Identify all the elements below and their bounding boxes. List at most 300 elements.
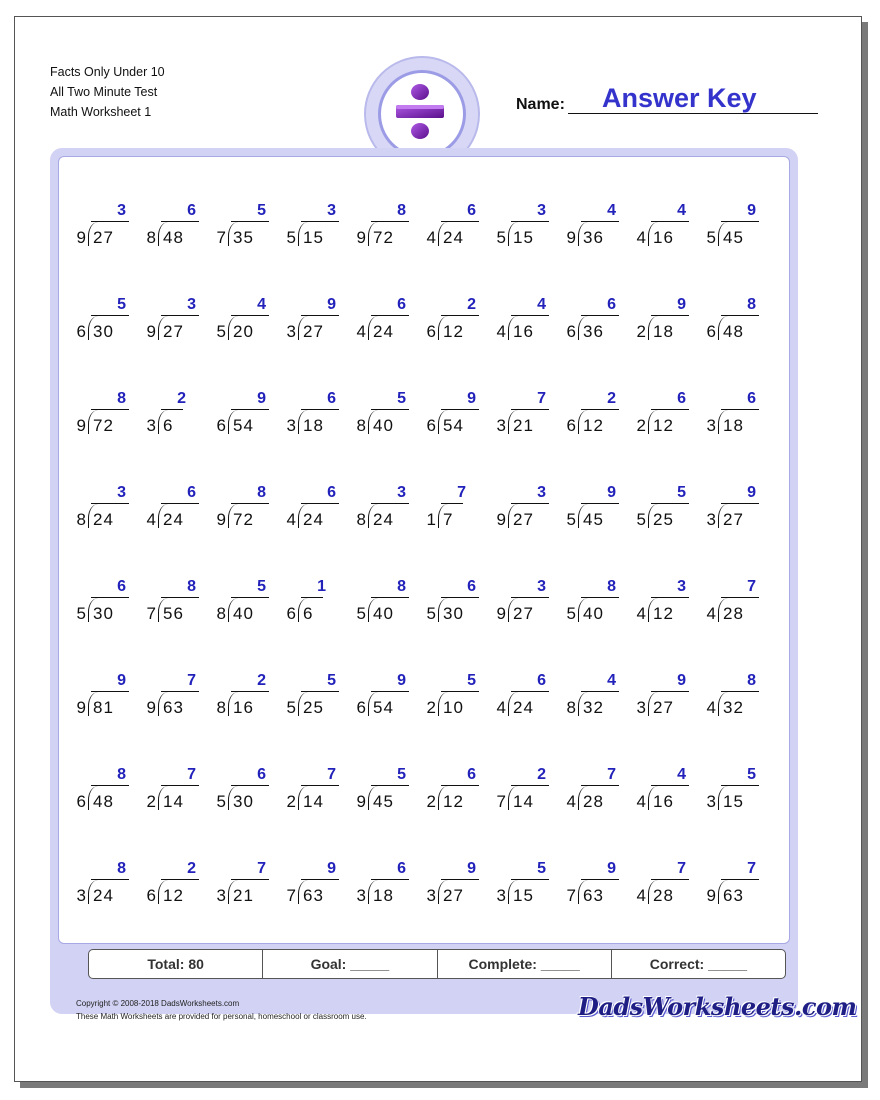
problem-row <box>72 578 772 672</box>
division-problem <box>422 578 492 638</box>
dividend: 6 <box>163 416 174 435</box>
divisor: 9 <box>356 792 366 811</box>
division-problem <box>492 296 562 356</box>
quotient-answer: 4 <box>257 296 266 313</box>
dividend: 54 <box>373 698 394 717</box>
division-sign-icon <box>378 70 466 158</box>
divisor: 4 <box>706 698 716 717</box>
division-problem <box>282 390 352 450</box>
dividend: 63 <box>583 886 604 905</box>
division-problem <box>562 484 632 544</box>
quotient-answer: 9 <box>747 484 756 501</box>
dividend: 28 <box>723 604 744 623</box>
divisor: 1 <box>426 510 436 529</box>
division-problem <box>702 860 772 920</box>
division-problem <box>282 296 352 356</box>
divisor: 6 <box>356 698 366 717</box>
quotient-answer: 9 <box>747 202 756 219</box>
division-problem <box>632 484 702 544</box>
dividend: 36 <box>583 228 604 247</box>
divisor: 6 <box>426 322 436 341</box>
quotient-answer: 5 <box>397 390 406 407</box>
quotient-answer: 9 <box>327 296 336 313</box>
score-bar <box>88 949 786 979</box>
quotient-answer: 4 <box>607 202 616 219</box>
dividend: 18 <box>723 416 744 435</box>
dividend: 15 <box>723 792 744 811</box>
dividend: 12 <box>443 322 464 341</box>
division-problem <box>422 202 492 262</box>
divisor: 9 <box>216 510 226 529</box>
divisor: 8 <box>356 416 366 435</box>
dividend: 27 <box>513 604 534 623</box>
quotient-answer: 3 <box>537 484 546 501</box>
quotient-answer: 6 <box>327 390 336 407</box>
quotient-answer: 9 <box>677 296 686 313</box>
divisor: 5 <box>356 604 366 623</box>
divisor: 4 <box>496 698 506 717</box>
dividend: 63 <box>723 886 744 905</box>
dividend: 72 <box>93 416 114 435</box>
dividend: 24 <box>93 886 114 905</box>
divisor: 3 <box>706 792 716 811</box>
dividend: 63 <box>163 698 184 717</box>
divisor: 3 <box>286 416 296 435</box>
division-problem <box>702 578 772 638</box>
quotient-answer: 6 <box>677 390 686 407</box>
dividend: 24 <box>93 510 114 529</box>
division-problem <box>72 296 142 356</box>
dividend: 12 <box>583 416 604 435</box>
divisor: 8 <box>146 228 156 247</box>
division-problem <box>352 484 422 544</box>
dividend: 16 <box>233 698 254 717</box>
quotient-answer: 4 <box>607 672 616 689</box>
problem-row <box>72 766 772 860</box>
quotient-answer: 4 <box>537 296 546 313</box>
division-problem <box>422 296 492 356</box>
quotient-answer: 7 <box>747 578 756 595</box>
division-problem <box>352 296 422 356</box>
dividend: 56 <box>163 604 184 623</box>
quotient-answer: 5 <box>117 296 126 313</box>
divisor: 5 <box>286 698 296 717</box>
divisor: 9 <box>76 228 86 247</box>
quotient-answer: 3 <box>117 484 126 501</box>
divisor: 4 <box>566 792 576 811</box>
division-problem <box>142 860 212 920</box>
quotient-answer: 5 <box>397 766 406 783</box>
dividend: 15 <box>513 228 534 247</box>
dividend: 48 <box>93 792 114 811</box>
quotient-answer: 7 <box>457 484 466 501</box>
division-problem <box>72 672 142 732</box>
divisor: 6 <box>566 416 576 435</box>
dividend: 30 <box>93 604 114 623</box>
divisor: 2 <box>636 416 646 435</box>
divisor: 6 <box>566 322 576 341</box>
division-problem <box>72 202 142 262</box>
divisor: 9 <box>76 698 86 717</box>
divisor: 3 <box>706 510 716 529</box>
division-problem <box>702 390 772 450</box>
dividend: 24 <box>303 510 324 529</box>
quotient-answer: 8 <box>117 860 126 877</box>
divisor: 4 <box>636 886 646 905</box>
division-problem <box>562 672 632 732</box>
dividend: 15 <box>513 886 534 905</box>
quotient-answer: 9 <box>677 672 686 689</box>
quotient-answer: 7 <box>257 860 266 877</box>
dividend: 24 <box>373 510 394 529</box>
dadsworksheets-logo: DadsWorksheets.com <box>578 992 857 1021</box>
division-problem <box>72 578 142 638</box>
dividend: 24 <box>373 322 394 341</box>
divisor: 3 <box>286 322 296 341</box>
division-problem <box>142 484 212 544</box>
division-problem <box>352 202 422 262</box>
quotient-answer: 2 <box>177 390 186 407</box>
dividend: 7 <box>443 510 454 529</box>
quotient-answer: 6 <box>397 860 406 877</box>
quotient-answer: 8 <box>747 672 756 689</box>
dividend: 32 <box>723 698 744 717</box>
dividend: 40 <box>373 416 394 435</box>
dividend: 27 <box>93 228 114 247</box>
quotient-answer: 5 <box>677 484 686 501</box>
problem-grid <box>72 202 772 954</box>
dividend: 25 <box>303 698 324 717</box>
division-problem <box>632 390 702 450</box>
quotient-answer: 9 <box>467 860 476 877</box>
division-problem <box>492 578 562 638</box>
quotient-answer: 9 <box>257 390 266 407</box>
quotient-answer: 2 <box>607 390 616 407</box>
divisor: 8 <box>216 698 226 717</box>
worksheet-info <box>50 62 165 122</box>
division-problem <box>632 672 702 732</box>
division-problem <box>562 390 632 450</box>
divisor: 7 <box>566 886 576 905</box>
division-problem <box>212 578 282 638</box>
divisor: 9 <box>356 228 366 247</box>
dividend: 45 <box>583 510 604 529</box>
quotient-answer: 5 <box>467 672 476 689</box>
division-problem <box>212 296 282 356</box>
dividend: 72 <box>233 510 254 529</box>
quotient-answer: 9 <box>117 672 126 689</box>
dividend: 16 <box>653 792 674 811</box>
dividend: 72 <box>373 228 394 247</box>
divisor: 6 <box>76 792 86 811</box>
quotient-answer: 3 <box>187 296 196 313</box>
division-problem <box>492 860 562 920</box>
divisor: 7 <box>216 228 226 247</box>
division-problem <box>282 484 352 544</box>
dividend: 81 <box>93 698 114 717</box>
dividend: 18 <box>303 416 324 435</box>
division-problem <box>212 672 282 732</box>
dividend: 28 <box>653 886 674 905</box>
division-problem <box>142 296 212 356</box>
quotient-answer: 7 <box>747 860 756 877</box>
dividend: 12 <box>163 886 184 905</box>
quotient-answer: 8 <box>397 578 406 595</box>
quotient-answer: 9 <box>397 672 406 689</box>
divisor: 6 <box>146 886 156 905</box>
quotient-answer: 9 <box>467 390 476 407</box>
quotient-answer: 3 <box>537 202 546 219</box>
problem-row <box>72 296 772 390</box>
quotient-answer: 6 <box>187 484 196 501</box>
dividend: 24 <box>443 228 464 247</box>
dividend: 21 <box>233 886 254 905</box>
divisor: 9 <box>566 228 576 247</box>
division-problem <box>632 766 702 826</box>
dividend: 36 <box>583 322 604 341</box>
division-problem <box>562 202 632 262</box>
divisor: 6 <box>706 322 716 341</box>
division-problem <box>492 390 562 450</box>
quotient-answer: 7 <box>677 860 686 877</box>
divisor: 2 <box>146 792 156 811</box>
quotient-answer: 8 <box>117 390 126 407</box>
divisor: 5 <box>496 228 506 247</box>
division-problem <box>212 390 282 450</box>
divisor: 2 <box>636 322 646 341</box>
division-problem <box>632 578 702 638</box>
divisor: 4 <box>636 228 646 247</box>
quotient-answer: 7 <box>537 390 546 407</box>
division-problem <box>72 860 142 920</box>
copyright <box>76 997 367 1023</box>
divisor: 8 <box>356 510 366 529</box>
divisor: 5 <box>566 510 576 529</box>
quotient-answer: 3 <box>327 202 336 219</box>
dividend: 18 <box>373 886 394 905</box>
quotient-answer: 3 <box>397 484 406 501</box>
dividend: 27 <box>303 322 324 341</box>
dividend: 30 <box>443 604 464 623</box>
quotient-answer: 5 <box>537 860 546 877</box>
quotient-answer: 2 <box>467 296 476 313</box>
divisor: 3 <box>76 886 86 905</box>
quotient-answer: 6 <box>467 578 476 595</box>
division-problem <box>422 766 492 826</box>
answer-key-text: Answer Key <box>602 83 757 113</box>
divisor: 4 <box>706 604 716 623</box>
dividend: 14 <box>513 792 534 811</box>
divisor: 5 <box>286 228 296 247</box>
divisor: 5 <box>566 604 576 623</box>
divisor: 4 <box>146 510 156 529</box>
divisor: 6 <box>216 416 226 435</box>
division-problem <box>352 672 422 732</box>
dividend: 6 <box>303 604 314 623</box>
divisor: 2 <box>286 792 296 811</box>
division-problem <box>492 672 562 732</box>
dividend: 32 <box>583 698 604 717</box>
divisor: 9 <box>146 322 156 341</box>
quotient-answer: 6 <box>467 766 476 783</box>
divisor: 5 <box>76 604 86 623</box>
problem-row <box>72 202 772 296</box>
division-problem <box>562 860 632 920</box>
quotient-answer: 5 <box>257 578 266 595</box>
quotient-answer: 6 <box>397 296 406 313</box>
quotient-answer: 2 <box>187 860 196 877</box>
division-problem <box>142 202 212 262</box>
quotient-answer: 4 <box>677 202 686 219</box>
dividend: 25 <box>653 510 674 529</box>
dividend: 14 <box>303 792 324 811</box>
complete-box: Complete: _____ <box>438 950 612 978</box>
division-problem <box>422 672 492 732</box>
divisor: 6 <box>286 604 296 623</box>
dividend: 54 <box>233 416 254 435</box>
divisor: 3 <box>496 416 506 435</box>
division-problem <box>492 766 562 826</box>
divisor: 3 <box>216 886 226 905</box>
divisor: 7 <box>496 792 506 811</box>
division-problem <box>702 484 772 544</box>
quotient-answer: 9 <box>607 484 616 501</box>
dividend: 40 <box>233 604 254 623</box>
divisor: 3 <box>426 886 436 905</box>
quotient-answer: 6 <box>607 296 616 313</box>
division-problem <box>212 860 282 920</box>
division-problem <box>562 578 632 638</box>
name-label: Name: <box>516 96 565 113</box>
divisor: 3 <box>356 886 366 905</box>
quotient-answer: 9 <box>327 860 336 877</box>
divisor: 9 <box>146 698 156 717</box>
division-problem <box>702 202 772 262</box>
goal-box: Goal: _____ <box>263 950 437 978</box>
dividend: 18 <box>653 322 674 341</box>
divisor: 6 <box>76 322 86 341</box>
dividend: 10 <box>443 698 464 717</box>
dividend: 27 <box>443 886 464 905</box>
divisor: 5 <box>426 604 436 623</box>
division-problem <box>562 296 632 356</box>
division-problem <box>492 202 562 262</box>
division-problem <box>282 578 352 638</box>
quotient-answer: 7 <box>187 766 196 783</box>
dividend: 16 <box>653 228 674 247</box>
problem-row <box>72 860 772 954</box>
divisor: 7 <box>146 604 156 623</box>
quotient-answer: 8 <box>117 766 126 783</box>
quotient-answer: 8 <box>257 484 266 501</box>
division-problem <box>352 860 422 920</box>
quotient-answer: 8 <box>607 578 616 595</box>
dividend: 40 <box>373 604 394 623</box>
quotient-answer: 2 <box>257 672 266 689</box>
dividend: 27 <box>723 510 744 529</box>
dividend: 40 <box>583 604 604 623</box>
division-problem <box>212 202 282 262</box>
quotient-answer: 7 <box>327 766 336 783</box>
divisor: 9 <box>496 510 506 529</box>
divisor: 5 <box>636 510 646 529</box>
dividend: 45 <box>723 228 744 247</box>
division-problem <box>142 578 212 638</box>
division-problem <box>142 766 212 826</box>
quotient-answer: 1 <box>317 578 326 595</box>
division-problem <box>142 390 212 450</box>
dividend: 54 <box>443 416 464 435</box>
quotient-answer: 5 <box>747 766 756 783</box>
quotient-answer: 8 <box>747 296 756 313</box>
dividend: 12 <box>443 792 464 811</box>
quotient-answer: 3 <box>117 202 126 219</box>
division-problem <box>72 766 142 826</box>
divisor: 3 <box>636 698 646 717</box>
worksheet-info-line2: All Two Minute Test <box>50 85 158 99</box>
dividend: 15 <box>303 228 324 247</box>
quotient-answer: 8 <box>187 578 196 595</box>
division-problem <box>422 390 492 450</box>
divisor: 5 <box>216 322 226 341</box>
divisor: 8 <box>76 510 86 529</box>
division-problem <box>142 672 212 732</box>
quotient-answer: 6 <box>187 202 196 219</box>
divisor: 8 <box>216 604 226 623</box>
quotient-answer: 7 <box>607 766 616 783</box>
divisor: 5 <box>216 792 226 811</box>
worksheet-info-line1: Facts Only Under 10 <box>50 65 165 79</box>
divisor: 2 <box>426 792 436 811</box>
quotient-answer: 4 <box>677 766 686 783</box>
dividend: 28 <box>583 792 604 811</box>
division-problem <box>282 860 352 920</box>
divisor: 4 <box>356 322 366 341</box>
division-problem <box>352 578 422 638</box>
total-box: Total: 80 <box>89 950 263 978</box>
division-problem <box>212 766 282 826</box>
quotient-answer: 6 <box>327 484 336 501</box>
problem-row <box>72 390 772 484</box>
divisor: 3 <box>496 886 506 905</box>
dividend: 35 <box>233 228 254 247</box>
division-problem <box>632 202 702 262</box>
dividend: 63 <box>303 886 324 905</box>
division-problem <box>492 484 562 544</box>
division-problem <box>632 860 702 920</box>
copyright-line1: Copyright © 2008-2018 DadsWorksheets.com <box>76 999 240 1008</box>
quotient-answer: 9 <box>607 860 616 877</box>
divisor: 9 <box>496 604 506 623</box>
divisor: 6 <box>426 416 436 435</box>
name-field <box>516 84 818 114</box>
quotient-answer: 7 <box>187 672 196 689</box>
dividend: 14 <box>163 792 184 811</box>
worksheet-info-line3: Math Worksheet 1 <box>50 105 152 119</box>
quotient-answer: 6 <box>537 672 546 689</box>
division-problem <box>702 672 772 732</box>
division-problem <box>352 390 422 450</box>
division-problem <box>72 390 142 450</box>
division-problem <box>352 766 422 826</box>
division-problem <box>282 766 352 826</box>
division-problem <box>282 202 352 262</box>
dividend: 21 <box>513 416 534 435</box>
divisor: 4 <box>286 510 296 529</box>
dividend: 27 <box>513 510 534 529</box>
dividend: 45 <box>373 792 394 811</box>
divisor: 9 <box>706 886 716 905</box>
